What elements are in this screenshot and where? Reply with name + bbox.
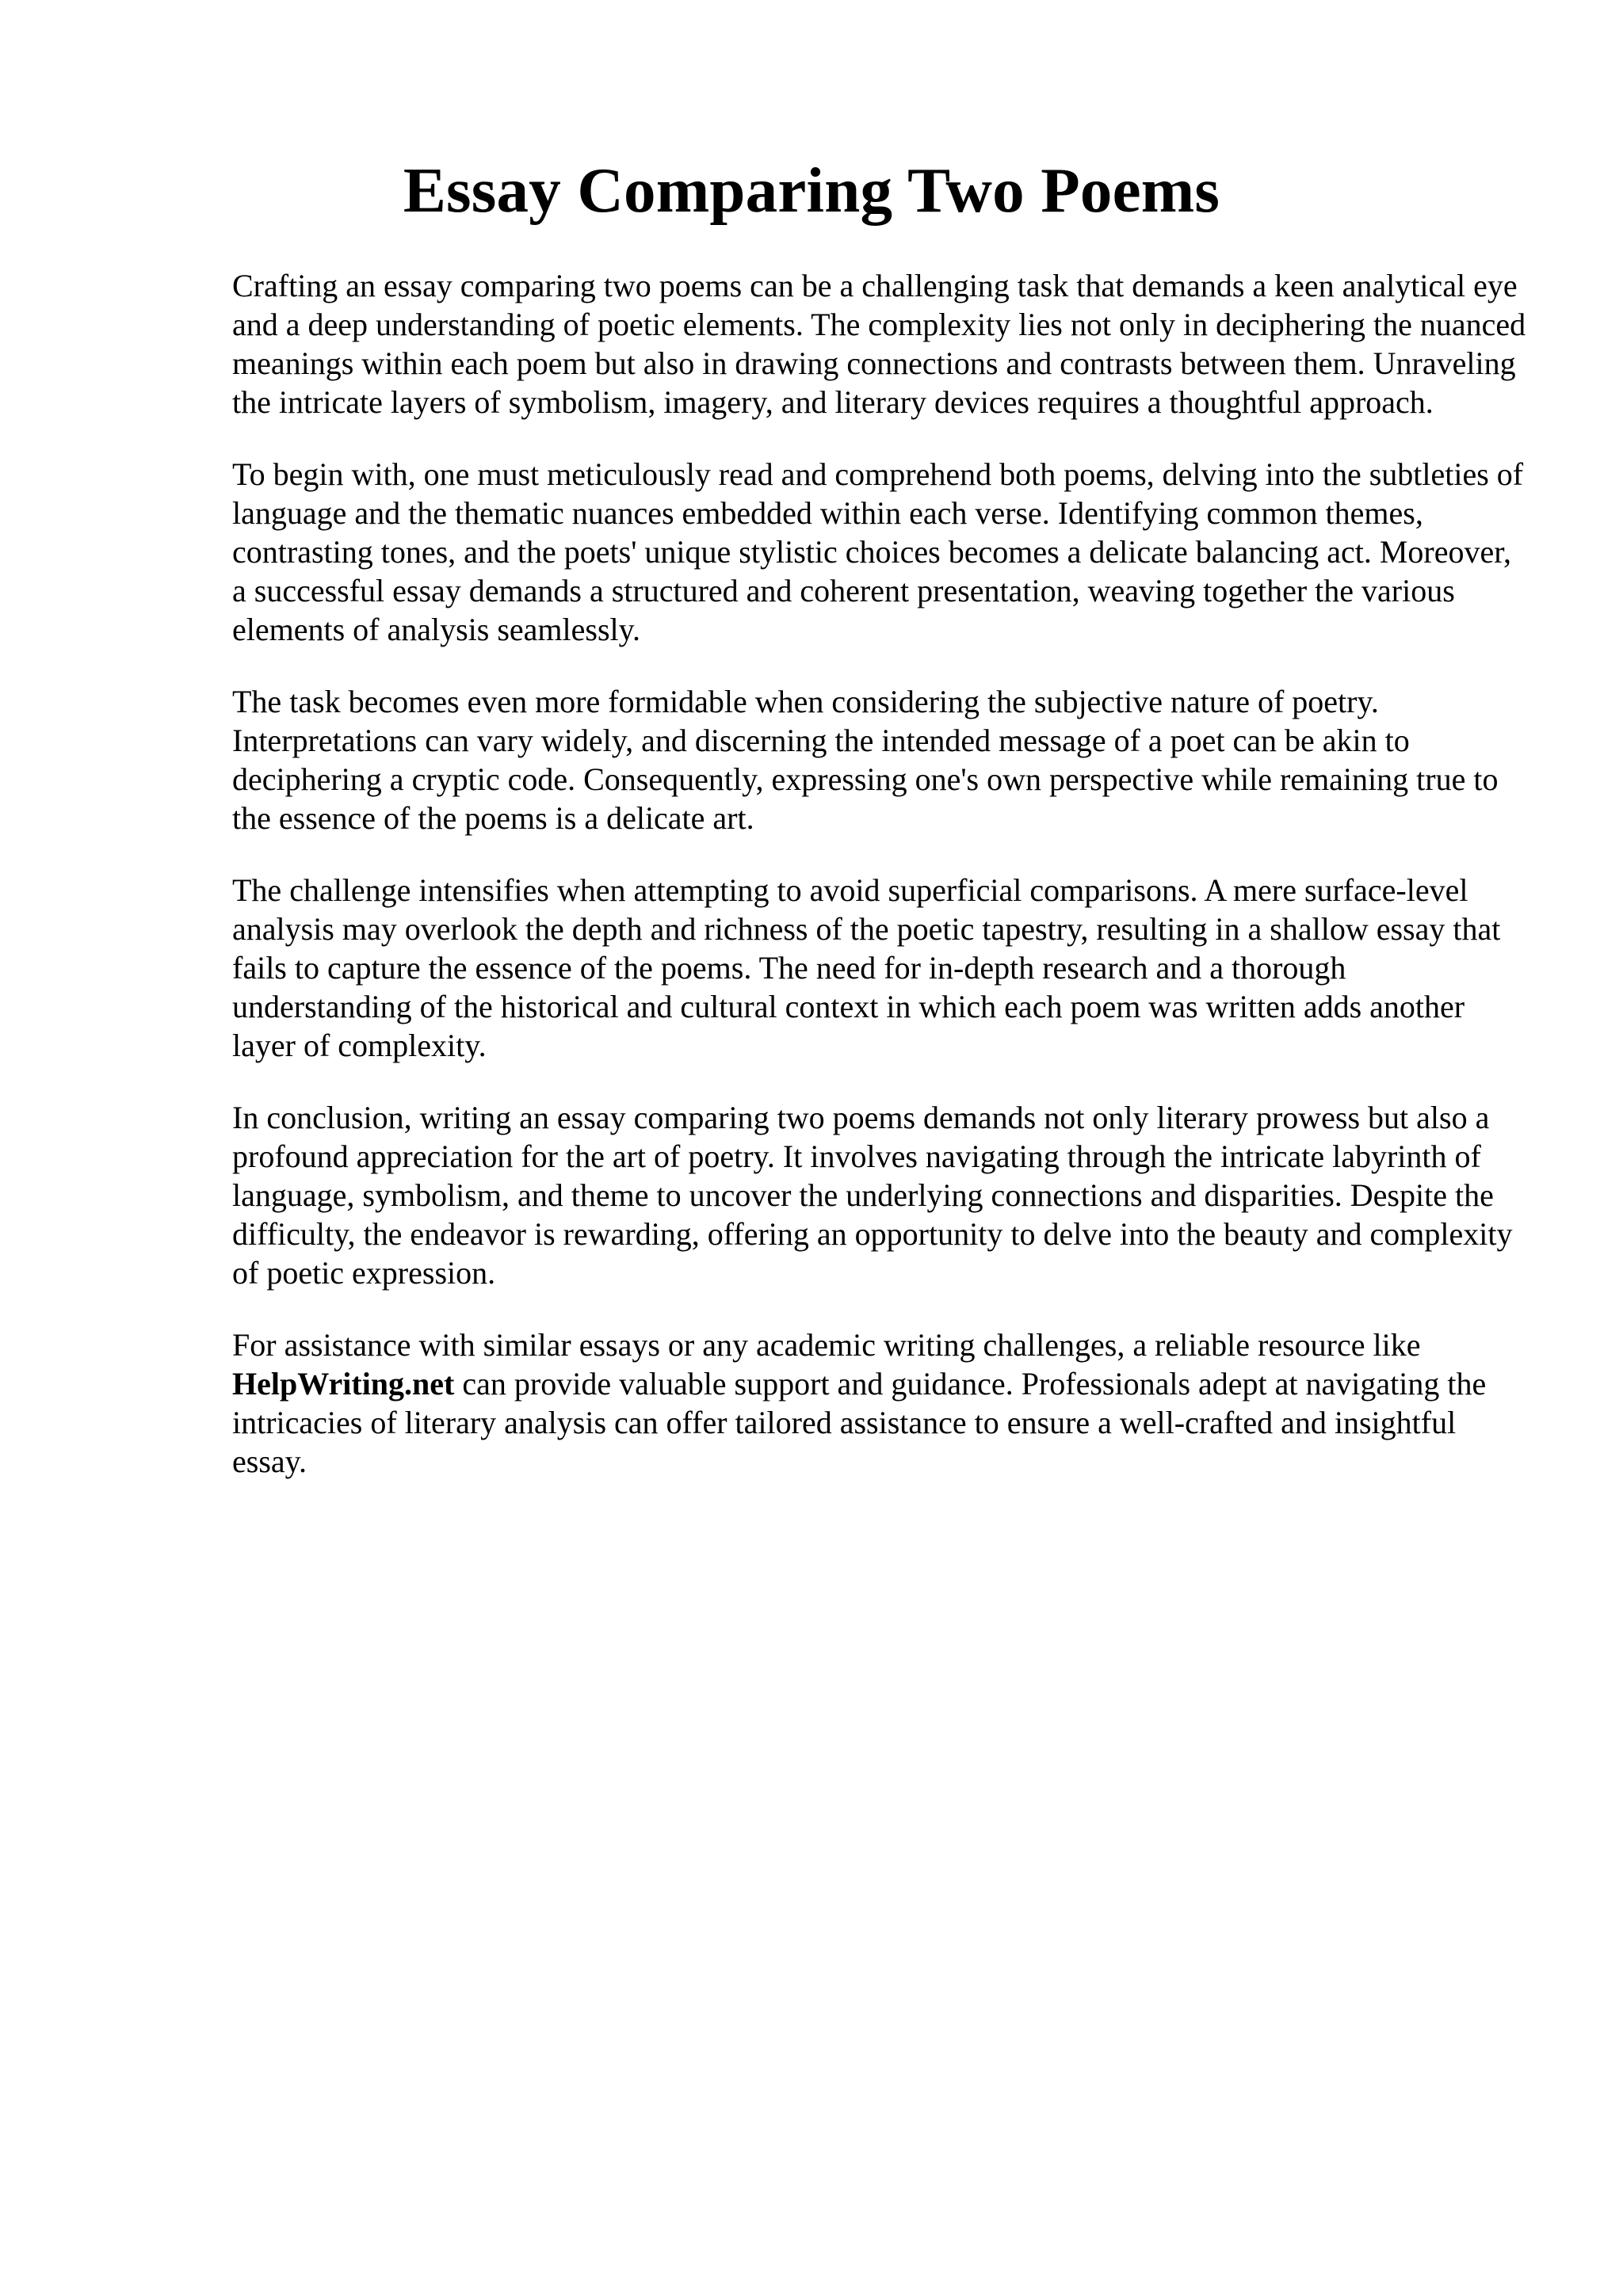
closing-text-before: For assistance with similar essays or any academic writing challenges, a reliable resource like <box>232 1327 1421 1363</box>
paragraph-4: The challenge intensifies when attempting to avoid superficial comparisons. A mere surface-level analysis may overlook the depth and richness of the poetic tapestry, resulting in a shallow essay that fails to capture the essence of the poems. The need for in-depth research and a thorough understanding of the historical and cultural context in which each poem was written adds another layer of complexity. <box>232 872 1501 1063</box>
paragraph-3: The task becomes even more formidable when considering the subjective nature of poetry. Interpretations can vary widely, and discerning the intended message of a poet can be akin to deciphering a cryptic code. Consequently, expressing one's own perspective while remaining true to the essence of the poems is a delicate art. <box>232 684 1499 836</box>
paragraph-1: Crafting an essay comparing two poems can be a challenging task that demands a keen analytical eye and a deep understanding of poetic elements. The complexity lies not only in deciphering the nuanced meanings within each poem but also in drawing connections and contrasts between them. Unraveling the intricate layers of symbolism, imagery, and literary devices requires a thoughtful approach. <box>232 268 1526 420</box>
essay-body <box>232 266 1532 1514</box>
page-title: Essay Comparing Two Poems <box>403 154 1220 226</box>
paragraph-5: In conclusion, writing an essay comparing two poems demands not only literary prowess but also a profound appreciation for the art of poetry. It involves navigating through the intricate labyrinth of language, symbolism, and theme to uncover the underlying connections and disparities. Despite the difficulty, the endeavor is rewarding, offering an opportunity to delve into the beauty and complexity of poetic expression. <box>232 1100 1513 1291</box>
brand-name: HelpWriting.net <box>232 1366 455 1402</box>
closing-text-after: can provide valuable support and guidance. Professionals adept at navigating the intricacies of literary analysis can offer tailored assistance to ensure a well-crafted and insightful essay. <box>232 1366 1487 1479</box>
paragraph-2: To begin with, one must meticulously read and comprehend both poems, delving into the subtleties of language and the thematic nuances embedded within each verse. Identifying common themes, contrasting tones, and the poets' unique stylistic choices becomes a delicate balancing act. Moreover, a successful essay demands a structured and coherent presentation, weaving together the various elements of analysis seamlessly. <box>232 456 1524 647</box>
closing-paragraph <box>232 1325 1532 1481</box>
